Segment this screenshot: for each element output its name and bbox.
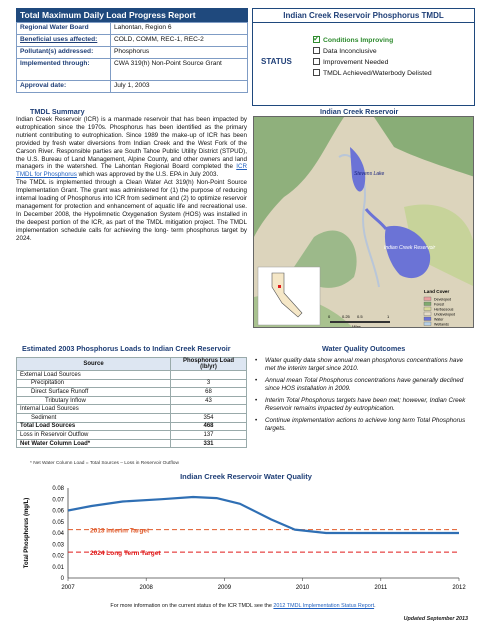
col-load: Phosphorus Load (lb/yr) bbox=[171, 358, 247, 371]
summary-text-span: which was approved by the U.S. EPA in July 2003. bbox=[76, 171, 219, 179]
status-option-label: Improvement Needed bbox=[323, 59, 389, 66]
table-row bbox=[17, 396, 247, 405]
table-row bbox=[17, 379, 247, 388]
y-tick-label: 0.06 bbox=[52, 508, 64, 515]
loads-title: Estimated 2003 Phosphorus Loads to Indian Creek Reservoir bbox=[22, 344, 231, 353]
y-tick-label: 0.03 bbox=[52, 542, 64, 549]
scale-tick: 0.25 bbox=[342, 314, 350, 319]
legend-label: Wetlands bbox=[434, 322, 449, 327]
loads-footnote: * Net Water Column Load = Total Sources – Loss in Reservoir Outflow bbox=[30, 461, 179, 466]
meta-row bbox=[17, 81, 248, 93]
y-tick-label: 0.05 bbox=[52, 519, 64, 526]
y-tick-label: 0.01 bbox=[52, 564, 64, 571]
icr-tmdl-link[interactable]: ICR TMDL for Phosphorus bbox=[16, 163, 247, 179]
water-quality-chart bbox=[16, 470, 476, 600]
source-cell: External Load Sources bbox=[17, 371, 171, 380]
outcomes-title: Water Quality Outcomes bbox=[322, 344, 406, 353]
summary-paragraph: The TMDL is implemented through a Clean Water Act 319(h) Non-Point Source Implementation Grant. The grant was administered for (1) the purpose of reducing internal loading of Phosphorus into ICR from sediment and (2) to optimize reservoir management for protection and enhancement of aquatic life and recreational use. In December 2008, the Hypolimnetic Oxygenation System (HOS) was installed in the deepest portion of the ICR, as part of the TMDL mitigation project. The TMDL implementation schedule calls for achieving the long- term phosphorus target by 2024. bbox=[16, 179, 247, 242]
legend-label: Herbaceous bbox=[434, 307, 454, 312]
table-row bbox=[17, 405, 247, 414]
outcome-item: • Annual mean Total Phosphorus concentrations have generally declined since HOS installation in 2009. bbox=[255, 377, 473, 393]
meta-value: COLD, COMM, REC-1, REC-2 bbox=[111, 35, 248, 47]
y-axis-label: Total Phosphorus (mg/L) bbox=[24, 497, 30, 569]
meta-table bbox=[16, 22, 248, 93]
x-tick-label: 2012 bbox=[452, 585, 466, 591]
table-row bbox=[17, 388, 247, 397]
footer-note bbox=[0, 603, 486, 609]
status-option-label: Conditions Improving bbox=[323, 37, 394, 44]
col-source: Source bbox=[17, 358, 171, 371]
beneficial-uses-link[interactable]: Beneficial uses affected: bbox=[20, 36, 98, 43]
map-graphic bbox=[254, 117, 474, 328]
load-cell: 43 bbox=[171, 396, 247, 405]
source-cell: Tributary Inflow bbox=[17, 396, 171, 405]
meta-key: Approval date: bbox=[17, 81, 111, 93]
status-option-label: Data Inconclusive bbox=[323, 48, 377, 55]
x-tick-label: 2007 bbox=[61, 585, 75, 591]
meta-value: July 1, 2003 bbox=[111, 81, 248, 93]
checkbox-icon[interactable] bbox=[313, 58, 320, 65]
legend-swatch bbox=[424, 312, 431, 316]
status-list bbox=[313, 35, 432, 79]
summary-text bbox=[16, 116, 247, 243]
x-tick-label: 2008 bbox=[139, 585, 153, 591]
source-cell: Sediment bbox=[17, 413, 171, 422]
legend-label: Developed bbox=[434, 297, 452, 302]
table-header-row bbox=[17, 358, 247, 371]
scale-tick: 0.5 bbox=[357, 314, 363, 319]
status-option[interactable] bbox=[313, 57, 432, 68]
loads-table bbox=[16, 357, 247, 448]
legend-swatch bbox=[424, 317, 431, 321]
meta-key: Implemented through: bbox=[17, 59, 111, 81]
scale-tick: 0 bbox=[328, 314, 331, 319]
footer-text: . bbox=[374, 603, 376, 609]
scale-unit: Miles bbox=[352, 325, 361, 328]
legend-label: Water bbox=[434, 317, 444, 322]
meta-value: Lahontan, Region 6 bbox=[111, 23, 248, 35]
load-cell: 331 bbox=[171, 439, 247, 448]
status-panel bbox=[252, 8, 475, 106]
source-cell: Net Water Column Load* bbox=[17, 439, 171, 448]
chart-title: Indian Creek Reservoir Water Quality bbox=[180, 472, 312, 481]
checkbox-checked-icon[interactable] bbox=[313, 36, 320, 43]
load-cell: 137 bbox=[171, 431, 247, 440]
scale-tick: 1 bbox=[387, 314, 390, 319]
outcome-item: • Interim Total Phosphorus targets have been met; however, Indian Creek Reservoir remains impacted by eutrophication. bbox=[255, 397, 473, 413]
meta-row bbox=[17, 23, 248, 35]
y-tick-label: 0.08 bbox=[52, 486, 64, 492]
y-tick-label: 0.07 bbox=[52, 497, 64, 504]
checkbox-icon[interactable] bbox=[313, 47, 320, 54]
meta-value: Phosphorus bbox=[111, 47, 248, 59]
footer-text: For more information on the current status of the ICR TMDL see the bbox=[110, 603, 274, 609]
meta-row bbox=[17, 35, 248, 47]
table-row bbox=[17, 413, 247, 422]
legend-title: Land Cover bbox=[424, 289, 450, 294]
reservoir-label: Indian Creek Reservoir bbox=[384, 245, 436, 251]
legend-swatch bbox=[424, 307, 431, 311]
reference-label: 2013 Interim Target bbox=[90, 527, 150, 535]
legend-label: Undeveloped bbox=[434, 312, 456, 317]
legend-swatch bbox=[424, 297, 431, 301]
status-option[interactable] bbox=[313, 35, 432, 46]
meta-value: CWA 319(h) Non-Point Source Grant bbox=[111, 59, 248, 81]
outcomes-list bbox=[255, 357, 473, 437]
header bbox=[16, 8, 475, 106]
legend-label: Forest bbox=[434, 302, 445, 307]
source-cell: Direct Surface Runoff bbox=[17, 388, 171, 397]
meta-key: Pollutant(s) addressed: bbox=[17, 47, 111, 59]
source-cell: Loss in Reservoir Outflow bbox=[17, 431, 171, 440]
status-report-link[interactable]: 2012 TMDL Implementation Status Report bbox=[273, 603, 375, 609]
summary-title: TMDL Summary bbox=[30, 107, 85, 116]
checkbox-icon[interactable] bbox=[313, 69, 320, 76]
status-label: STATUS bbox=[261, 57, 292, 66]
meta-row bbox=[17, 59, 248, 81]
legend-swatch bbox=[424, 302, 431, 306]
y-tick-label: 0.02 bbox=[52, 553, 64, 560]
status-option[interactable] bbox=[313, 46, 432, 57]
outcome-item: • Water quality data show annual mean phosphorus concentrations have met the interim target since 2010. bbox=[255, 357, 473, 373]
stevens-lake-label: Stevens Lake bbox=[354, 171, 385, 177]
meta-key: Regional Water Board bbox=[17, 23, 111, 35]
report-meta-panel bbox=[16, 8, 248, 106]
tmdl-title: Indian Creek Reservoir Phosphorus TMDL bbox=[253, 9, 474, 23]
reservoir-map bbox=[253, 116, 474, 328]
load-cell: 68 bbox=[171, 388, 247, 397]
load-cell bbox=[171, 371, 247, 380]
load-cell bbox=[171, 405, 247, 414]
x-tick-label: 2010 bbox=[295, 585, 310, 591]
table-row bbox=[17, 422, 247, 431]
report-title: Total Maximum Daily Load Progress Report bbox=[16, 8, 248, 22]
summary-paragraph bbox=[16, 116, 247, 179]
x-tick-label: 2011 bbox=[374, 585, 388, 591]
reference-label: 2024 Long Term Target bbox=[90, 550, 161, 558]
location-marker-icon bbox=[278, 285, 281, 288]
source-cell: Total Load Sources bbox=[17, 422, 171, 431]
y-tick-label: 0 bbox=[60, 576, 64, 582]
summary-text-span: Indian Creek Reservoir (ICR) is a manmade reservoir that has been impacted by eutrophication since the 1970s. Phosphorus has been identified as the primary nutrient contributing to eutrophication. Since 1989 the make-up of ICR has been provided by fresh water diversions from Indian Creek and the West Fork of the Carson River. Responsible parties are South Tahoe Public Utility District (STPUD), the U.S. Bureau of Land Management, Alpine County, and other owners and land managers in the watershed. The Lahontan Regional Board completed the bbox=[16, 116, 247, 171]
status-option-label: TMDL Achieved/Waterbody Delisted bbox=[323, 70, 432, 77]
source-cell: Internal Load Sources bbox=[17, 405, 171, 414]
meta-row bbox=[17, 47, 248, 59]
load-cell: 3 bbox=[171, 379, 247, 388]
load-cell: 354 bbox=[171, 413, 247, 422]
updated-date: Updated September 2013 bbox=[403, 616, 468, 622]
table-row bbox=[17, 371, 247, 380]
source-cell: Precipitation bbox=[17, 379, 171, 388]
status-option[interactable] bbox=[313, 68, 432, 79]
chart-svg bbox=[16, 470, 476, 598]
y-tick-label: 0.04 bbox=[52, 531, 64, 537]
legend-swatch bbox=[424, 322, 431, 326]
table-row bbox=[17, 431, 247, 440]
x-tick-label: 2009 bbox=[217, 585, 232, 591]
table-row bbox=[17, 439, 247, 448]
outcome-item: • Continue implementation actions to achieve long term Total Phosphorus targets. bbox=[255, 417, 473, 433]
meta-key bbox=[17, 35, 111, 47]
map-title: Indian Creek Reservoir bbox=[320, 107, 399, 116]
load-cell: 468 bbox=[171, 422, 247, 431]
